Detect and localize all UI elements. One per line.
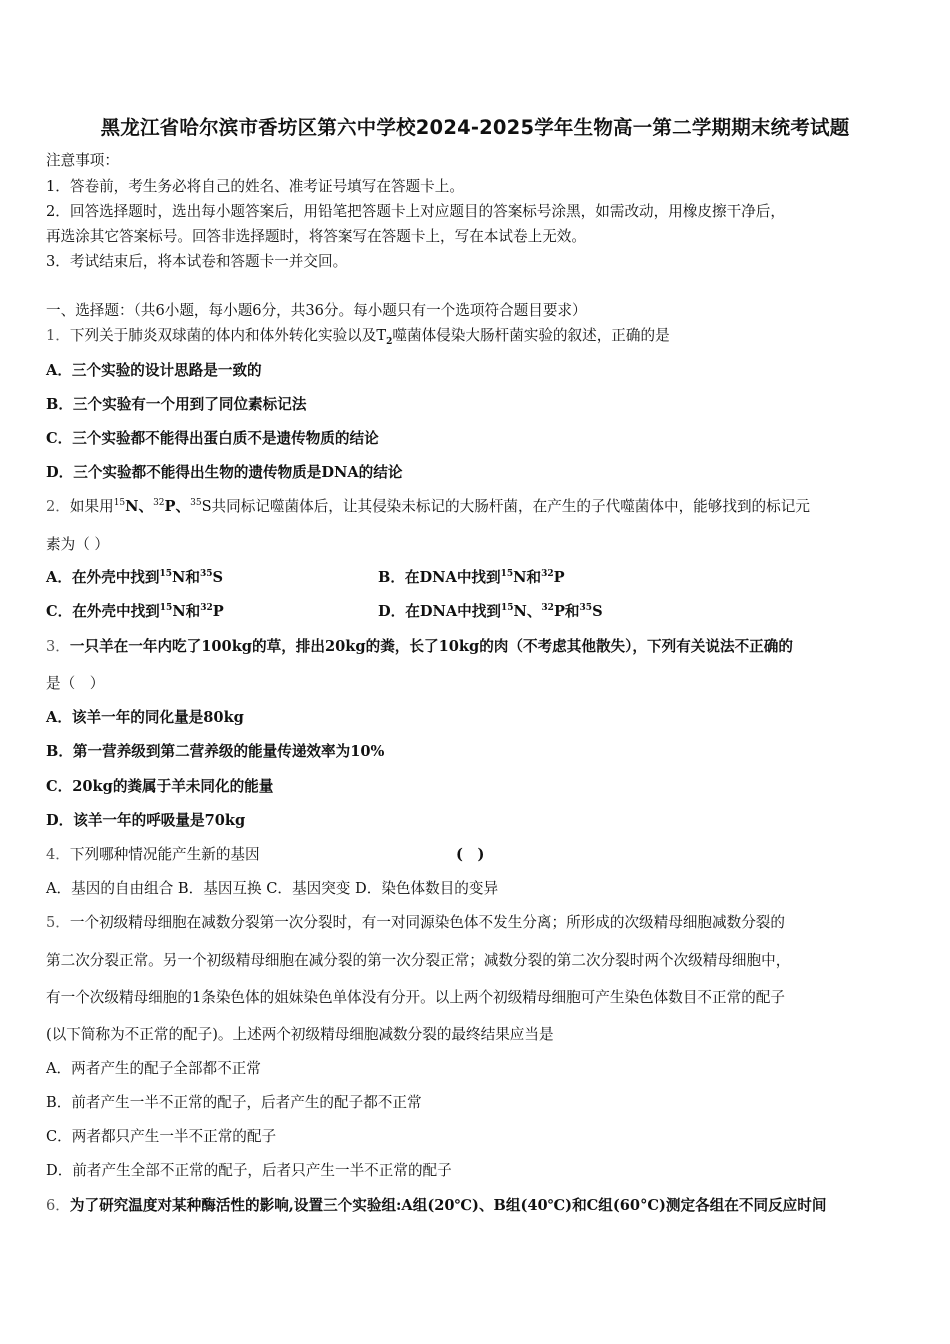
notice-line-2: 2．回答选择题时，选出每小题答案后，用铅笔把答题卡上对应题目的答案标号涂黑，如需改动，用橡皮擦干净后， (46, 203, 785, 220)
question-5-line-3: 有一个次级精母细胞的1条染色体的姐妹染色单体没有分开。以上两个初级精母细胞可产生染色体数目不正常的配子 (46, 989, 785, 1006)
q5-option-b: B．前者产生一半不正常的配子，后者产生的配子都不正常 (46, 1094, 422, 1111)
q2-option-a: A．在外壳中找到$^{15}$N和$^{35}$S (46, 569, 224, 586)
q1-option-c: C．三个实验都不能得出蛋白质不是遗传物质的结论 (46, 430, 379, 447)
notice-line-1: 1．答卷前，考生务必将自己的姓名、准考证号填写在答题卡上。 (46, 178, 464, 195)
question-5-line-2: 第二次分裂正常。另一个初级精母细胞在减分裂的第一次分裂正常；减数分裂的第二次分裂时两个次级精母细胞中， (46, 952, 791, 969)
question-3-stem-cont: 是（ ） (46, 675, 105, 692)
question-1-stem: 1．下列关于肺炎双球菌的体内和体外转化实验以及$T_2$噬菌体侵染大肠杆菌实验的叙述，正确的是 (46, 327, 670, 347)
q3-option-d: D．该羊一年的呼吸量是70kg (46, 812, 246, 829)
q5-option-d: D．前者产生全部不正常的配子，后者只产生一半不正常的配子 (46, 1162, 452, 1179)
question-5-stem: 5．一个初级精母细胞在减数分裂第一次分裂时，有一对同源染色体不发生分离；所形成的次级精母细胞减数分裂的 (46, 914, 785, 931)
q3-option-c: C．20kg的粪属于羊未同化的能量 (46, 778, 274, 795)
q4-options: A．基因的自由组合 B．基因互换 C．基因突变 D．染色体数目的变异 (46, 880, 499, 897)
q5-option-a: A．两者产生的配子全部都不正常 (46, 1060, 261, 1077)
q2-option-b: B．在DNA中找到$^{15}$N和$^{32}$P (378, 569, 565, 586)
q2-option-d: D．在DNA中找到$^{15}$N、$^{32}$P和$^{35}$S (378, 603, 603, 620)
question-5-line-4: (以下简称为不正常的配子)。上述两个初级精母细胞减数分裂的最终结果应当是 (46, 1026, 554, 1043)
question-2-stem-cont: 素为（ ） (46, 536, 110, 553)
question-3-stem: 3．一只羊在一年内吃了100kg的草，排出20kg的粪，长了10kg的肉（不考虑其他散失），下列有关说法不正确的 (46, 638, 793, 655)
notice-heading: 注意事项： (46, 152, 119, 169)
question-number: 3． (46, 638, 70, 655)
q3-option-b: B．第一营养级到第二营养级的能量传递效率为10% (46, 743, 385, 760)
question-4-answer-bracket: ( ) (456, 846, 485, 863)
question-6-stem: 6．为了研究温度对某种酶活性的影响,设置三个实验组:A组(20℃)、B组(40℃)和C组(60°C)测定各组在不同反应时间 (46, 1197, 827, 1214)
section-heading: 一、选择题：（共6小题，每小题6分，共36分。每小题只有一个选项符合题目要求） (46, 302, 587, 319)
q3-option-a: A．该羊一年的同化量是80kg (46, 709, 244, 726)
q2-options-row-2 (46, 602, 926, 622)
question-number: 6． (46, 1197, 70, 1214)
q2-options-row-1 (46, 568, 926, 588)
notice-line-4: 3．考试结束后，将本试卷和答题卡一并交回。 (46, 253, 348, 270)
q1-option-a: A．三个实验的设计思路是一致的 (46, 362, 262, 379)
question-number: 2． (46, 498, 70, 515)
q2-option-c: C．在外壳中找到$^{15}$N和$^{32}$P (46, 603, 224, 620)
q5-option-c: C．两者都只产生一半不正常的配子 (46, 1128, 277, 1145)
page-title: 黑龙江省哈尔滨市香坊区第六中学校2024-2025学年生物高一第二学期期末统考试题 (100, 116, 850, 139)
q1-option-d: D．三个实验都不能得出生物的遗传物质是DNA的结论 (46, 464, 403, 481)
question-2-stem: 2．如果用$^{15}$N、$^{32}$P、$^{35}$S共同标记噬菌体后，让其侵染未标记的大肠杆菌，在产生的子代噬菌体中，能够找到的标记元 (46, 498, 810, 515)
question-number: 1． (46, 327, 70, 344)
q1-option-b: B．三个实验有一个用到了同位素标记法 (46, 396, 307, 413)
notice-line-3: 再选涂其它答案标号。回答非选择题时，将答案写在答题卡上，写在本试卷上无效。 (46, 228, 586, 245)
question-number: 5． (46, 914, 70, 931)
question-number: 4． (46, 846, 70, 863)
question-4-stem: 4．下列哪种情况能产生新的基因 (46, 846, 260, 863)
